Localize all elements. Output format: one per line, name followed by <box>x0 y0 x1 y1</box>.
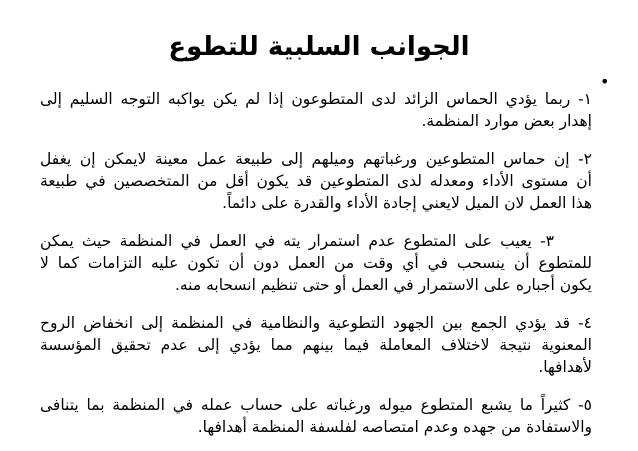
point-4-line-1: ٤- قد يؤدي الجمع بين الجهود التطوعية والنظامية في المنظمة إلى انخفاض الروح <box>40 314 592 332</box>
point-5-line-2: والاستفادة من جهده وعدم امتصاصه لفلسفة المنظمة أهدافها. <box>197 418 592 436</box>
point-3 <box>40 230 592 296</box>
point-2 <box>40 148 592 214</box>
point-3-line-2: للمتطوع أن ينسحب في أي وقت من العمل دون أن تكون عليه التزامات كما لا <box>40 254 592 272</box>
points-list <box>40 88 592 451</box>
point-2-line-2: أن مستوى الأداء ومعدله لدى المتطوعين قد يكون أقل من المتخصصين في طبيعة <box>40 172 592 190</box>
point-3-line-1: ٣- يعيب على المتطوع عدم استمرار يته في العمل في المنظمة حيث يمكن <box>40 232 554 250</box>
point-5 <box>40 394 592 438</box>
point-4-line-2: المعنوية نتيجة لاختلاف المعاملة فيما بينهم مما يؤدي إلى عدم تحقيق المؤسسة <box>40 336 592 354</box>
point-3-line-3: يكون أجباره على الاستمرار في العمل أو حتى تنظيم انسحابه منه. <box>174 276 592 294</box>
point-1-line-1: ١- ربما يؤدي الحماس الزائد لدى المتطوعون إذا لم يكن يواكبه التوجه السليم إلى <box>40 90 592 108</box>
point-4 <box>40 312 592 378</box>
slide-title: الجوانب السلبية للتطوع <box>168 32 470 62</box>
point-2-line-1: ٢- إن حماس المتطوعين ورغباتهم وميلهم إلى طبيعة عمل معينة لايمكن إن يغفل <box>40 150 592 168</box>
point-5-line-1: ٥- كثيراً ما يشبع المتطوع ميوله ورغباته على حساب عمله في المنظمة بما يتنافى <box>40 396 592 414</box>
point-1 <box>40 88 592 132</box>
point-4-line-3: لأهدافها. <box>538 358 592 376</box>
bullet-marker: • <box>600 72 610 91</box>
point-1-line-2: إهدار بعض موارد المنظمة. <box>421 112 592 130</box>
point-2-line-3: هذا العمل لان الميل لايعني إجادة الأداء والقدرة على دائماً. <box>222 194 592 212</box>
